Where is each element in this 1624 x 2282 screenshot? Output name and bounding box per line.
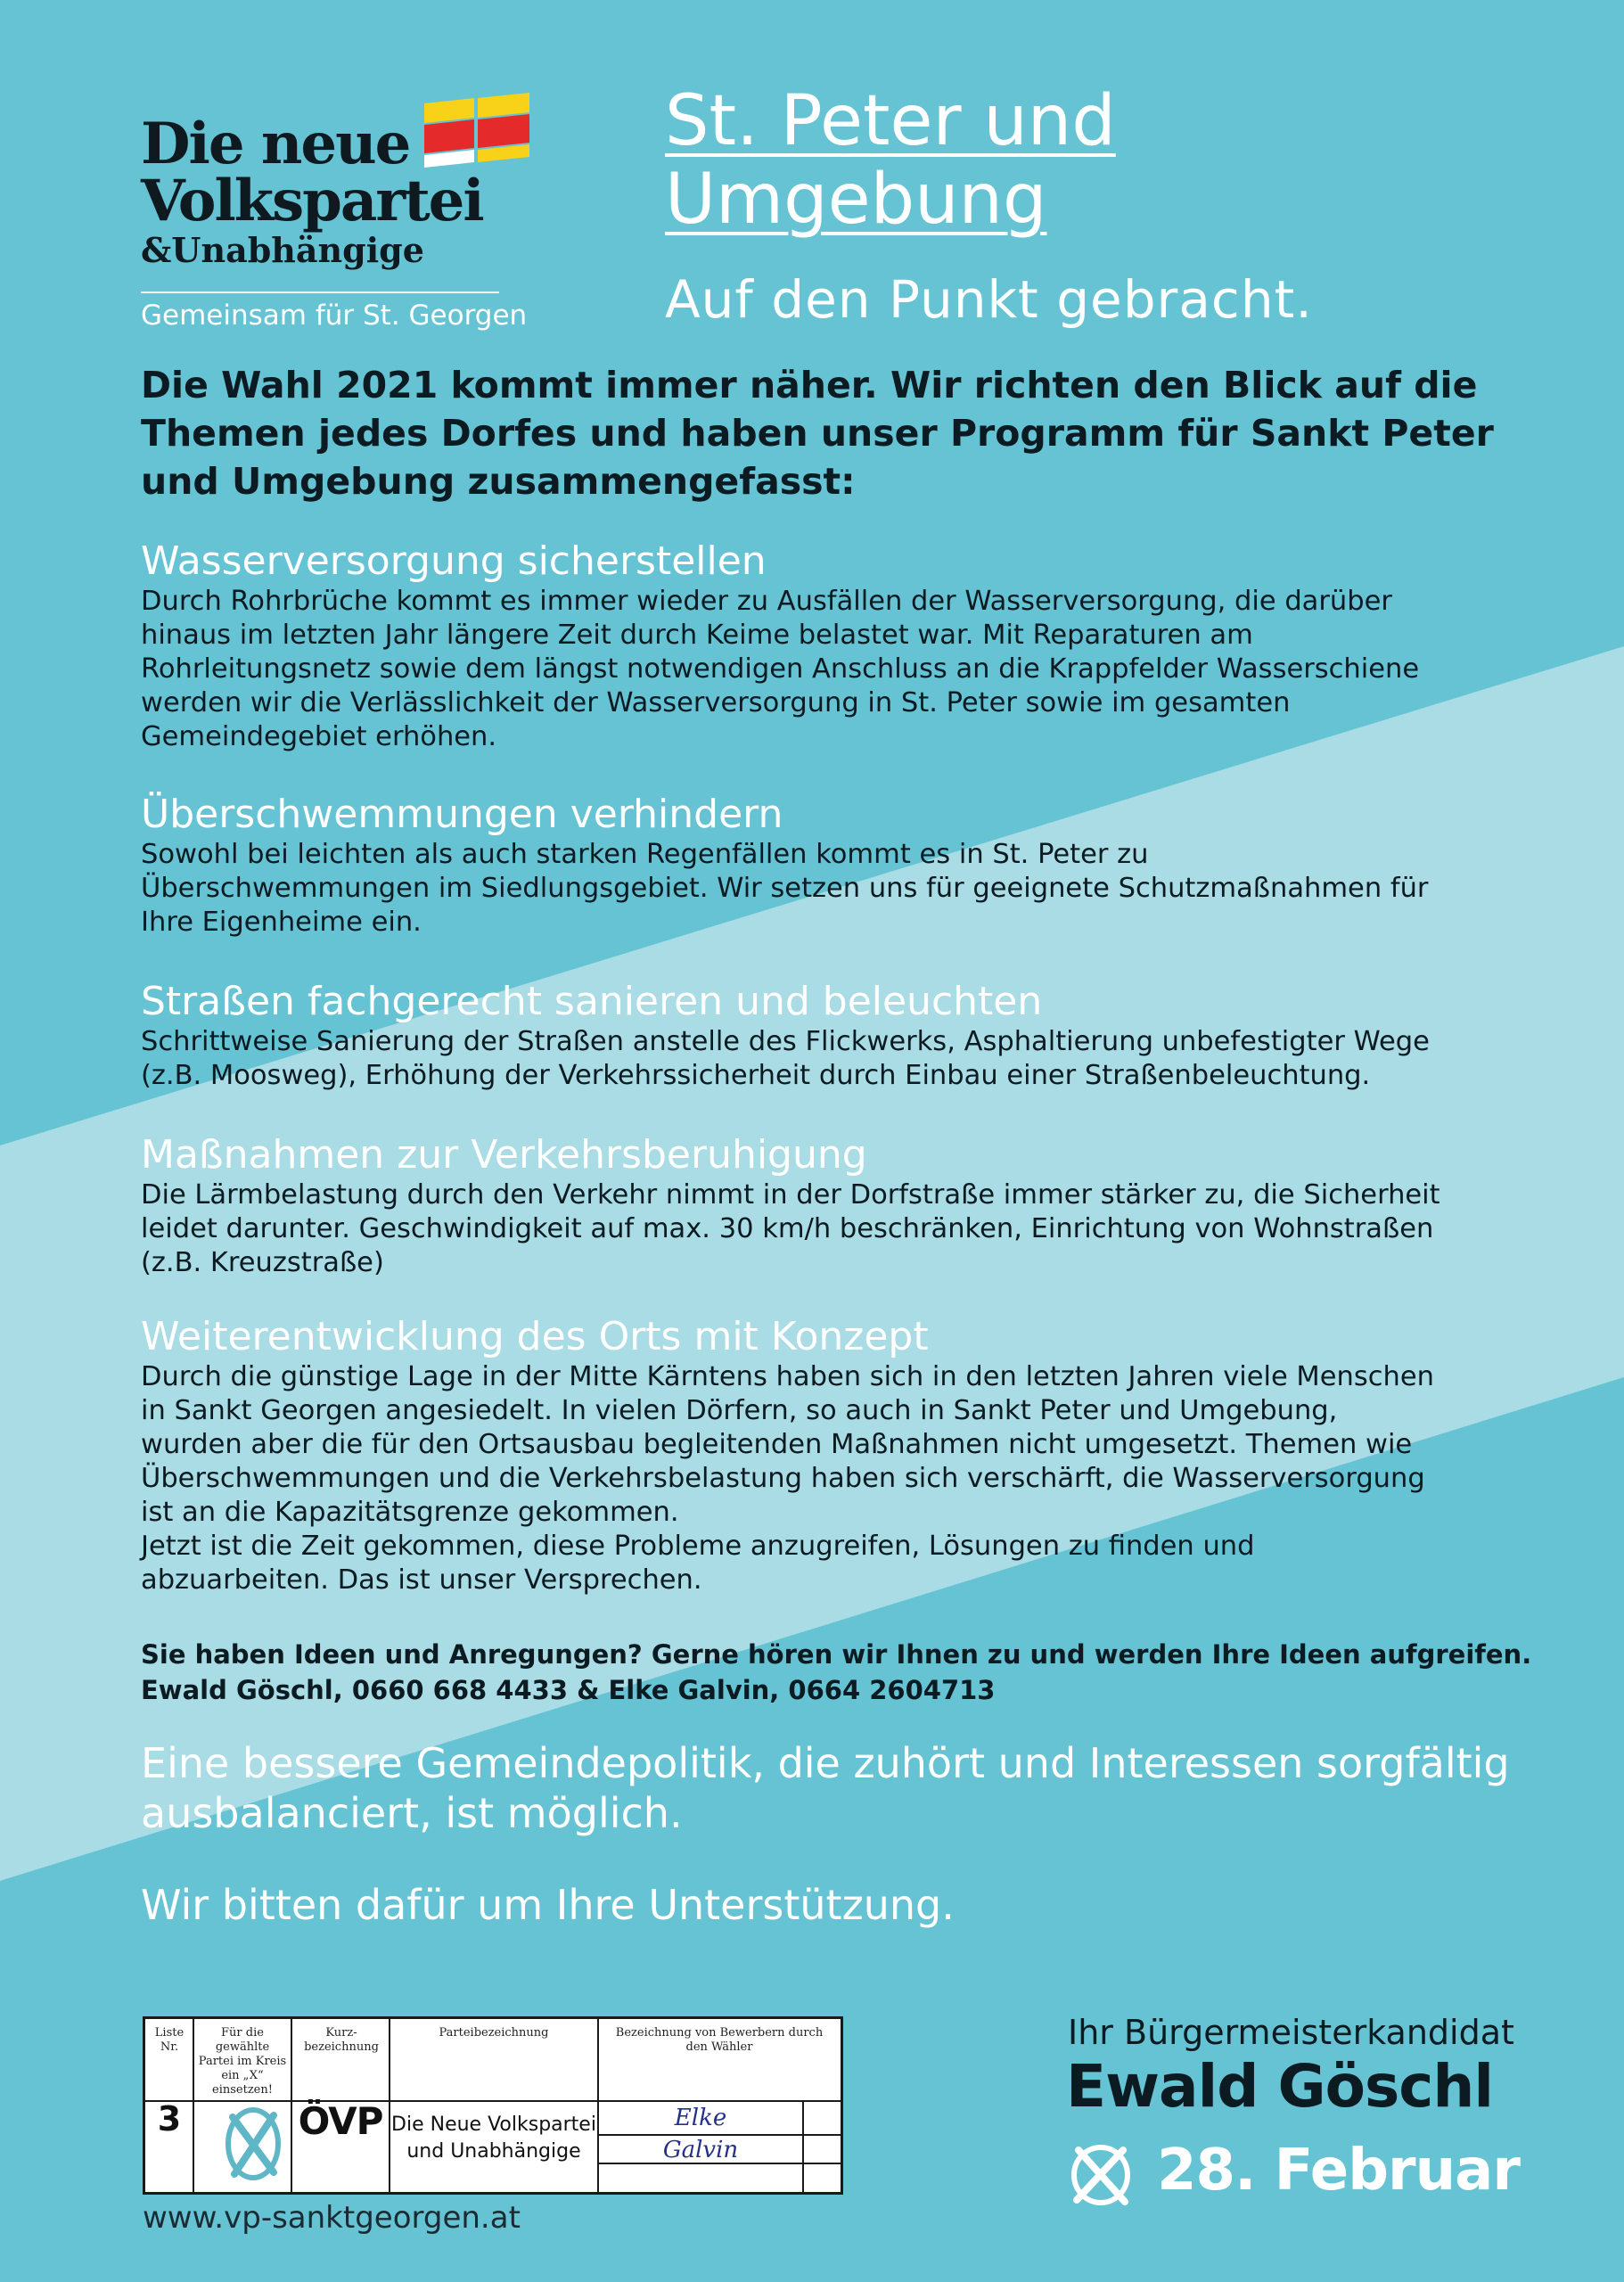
ballot-party-line: Die Neue Volkspartei [391, 2114, 596, 2136]
ballot-party-line: und Unabhängige [406, 2140, 581, 2163]
body-line: Überschwemmungen im Siedlungsgebiet. Wir setzen uns für geeignete Schutzmaßnahmen für [141, 873, 1429, 904]
body-line: abzuarbeiten. Das ist unser Versprechen. [141, 1564, 702, 1596]
page-title [665, 82, 1116, 239]
ballot-checkmark-x-icon [224, 2106, 283, 2181]
ballot-party-abbreviation: ÖVP [298, 2099, 383, 2143]
body-line: in Sankt Georgen angesiedelt. In vielen Dörfern, so auch in Sankt Peter und Umgebung, [141, 1395, 1338, 1426]
contact-details: Ewald Göschl, 0660 668 4433 & Elke Galvin, 0664 2604713 [141, 1675, 996, 1705]
closing-statement [141, 1738, 1510, 1838]
title-line-1: St. Peter und [665, 81, 1116, 161]
contact-prompt: Sie haben Ideen und Anregungen? Gerne hören wir Ihnen zu und werden Ihre Ideen aufgreifen. [141, 1639, 1532, 1670]
closing-line: Eine bessere Gemeindepolitik, die zuhört und Interessen sorgfältig [141, 1739, 1510, 1787]
ballot-header-party: Parteibezeichnung [439, 2026, 549, 2040]
ballot-written-name: Galvin [662, 2137, 739, 2163]
section-flooding [141, 792, 1531, 940]
logo-line-2: Volkspartei [141, 168, 483, 234]
ballot-written-name: Elke [674, 2105, 727, 2131]
body-line: hinaus im letzten Jahr längere Zeit durch Keime belastet war. Mit Reparaturen am [141, 620, 1253, 651]
section-body [141, 838, 1531, 940]
body-line: Jetzt ist die Zeit gekommen, diese Probleme anzugreifen, Lösungen zu finden und [141, 1531, 1255, 1562]
body-line: Durch die günstige Lage in der Mitte Kärntens haben sich in den letzten Jahren viele Menschen [141, 1361, 1434, 1392]
ballot-list-number: 3 [157, 2099, 182, 2138]
section-heading: Überschwemmungen verhindern [141, 792, 783, 837]
intro-line: Themen jedes Dorfes und haben unser Programm für Sankt Peter [141, 412, 1494, 455]
ballot-header-abbreviation: Kurz-bezeichnung [304, 2026, 379, 2054]
body-line: werden wir die Verlässlichkeit der Wasserversorgung in St. Peter sowie im gesamten [141, 687, 1291, 718]
section-body [141, 1025, 1531, 1093]
section-heading: Maßnahmen zur Verkehrsberuhigung [141, 1132, 867, 1178]
title-line-2: Umgebung [665, 160, 1047, 240]
body-line: Überschwemmungen und die Verkehrsbelastung haben sich verschärft, die Wasserversorgung [141, 1463, 1425, 1494]
section-water-supply [141, 538, 1531, 754]
candidate-label: Ihr Bürgermeisterkandidat [1068, 2013, 1514, 2052]
body-line: Schrittweise Sanierung der Straßen anstelle des Flickwerks, Asphaltierung unbefestigter Wege [141, 1026, 1430, 1057]
intro-paragraph [141, 361, 1531, 505]
logo-line-3: &Unabhängige [141, 230, 424, 270]
page-subtitle: Auf den Punkt gebracht. [665, 269, 1313, 330]
section-heading: Weiterentwicklung des Orts mit Konzept [141, 1314, 929, 1359]
logo-line-1: Die neue [141, 111, 410, 177]
body-line: Sowohl bei leichten als auch starken Regenfällen kommt es in St. Peter zu [141, 839, 1149, 870]
body-line: ist an die Kapazitätsgrenze gekommen. [141, 1497, 679, 1528]
logo-tagline: Gemeinsam für St. Georgen [141, 300, 528, 332]
section-roads [141, 979, 1531, 1093]
body-line: (z.B. Kreuzstraße) [141, 1247, 384, 1278]
closing-line: ausbalanciert, ist möglich. [141, 1789, 683, 1837]
section-body [141, 1178, 1531, 1280]
intro-line: und Umgebung zusammengefasst: [141, 460, 856, 503]
body-line: (z.B. Moosweg), Erhöhung der Verkehrssicherheit durch Einbau einer Straßenbeleuchtung. [141, 1060, 1371, 1091]
section-body [141, 585, 1531, 754]
body-line: Gemeindegebiet erhöhen. [141, 721, 497, 752]
section-body [141, 1360, 1531, 1597]
website-url[interactable]: www.vp-sanktgeorgen.at [143, 2200, 521, 2236]
section-heading: Straßen fachgerecht sanieren und beleuchten [141, 979, 1043, 1024]
body-line: Rohrleitungsnetz sowie dem längst notwendigen Anschluss an die Krappfelder Wasserschiene [141, 653, 1420, 685]
section-traffic-calming [141, 1132, 1531, 1280]
ballot-party-name [390, 2112, 598, 2165]
body-line: wurden aber die für den Ortsausbau begleitenden Maßnahmen nicht umgesetzt. Themen wie [141, 1429, 1413, 1460]
flag-emblem-icon [422, 91, 531, 176]
ballot-header-candidates: Bezeichnung von Bewerbern durch den Wähler [615, 2026, 824, 2054]
candidate-name: Ewald Göschl [1066, 2052, 1493, 2121]
body-line: Die Lärmbelastung durch den Verkehr nimmt in der Dorfstraße immer stärker zu, die Sicherheit [141, 1179, 1440, 1211]
section-heading: Wasserversorgung sicherstellen [141, 538, 767, 584]
ballot-header-mark: Für die gewählte Partei im Kreis ein „X“ einsetzen! [198, 2026, 287, 2097]
section-development [141, 1314, 1531, 1597]
body-line: Ihre Eigenheime ein. [141, 907, 422, 938]
support-request: Wir bitten dafür um Ihre Unterstützung. [141, 1881, 955, 1929]
ballot-header-list-number: Liste Nr. [154, 2026, 185, 2054]
sample-ballot [143, 2016, 843, 2195]
election-date: 28. Februar [1157, 2138, 1520, 2204]
intro-line: Die Wahl 2021 kommt immer näher. Wir richten den Blick auf die [141, 364, 1478, 406]
body-line: leidet darunter. Geschwindigkeit auf max. 30 km/h beschränken, Einrichtung von Wohnstraßen [141, 1213, 1434, 1244]
vote-cross-icon [1068, 2143, 1134, 2207]
logo-divider [141, 291, 499, 293]
body-line: Durch Rohrbrüche kommt es immer wieder zu Ausfällen der Wasserversorgung, die darüber [141, 586, 1392, 617]
contact-block [141, 1637, 1531, 1708]
